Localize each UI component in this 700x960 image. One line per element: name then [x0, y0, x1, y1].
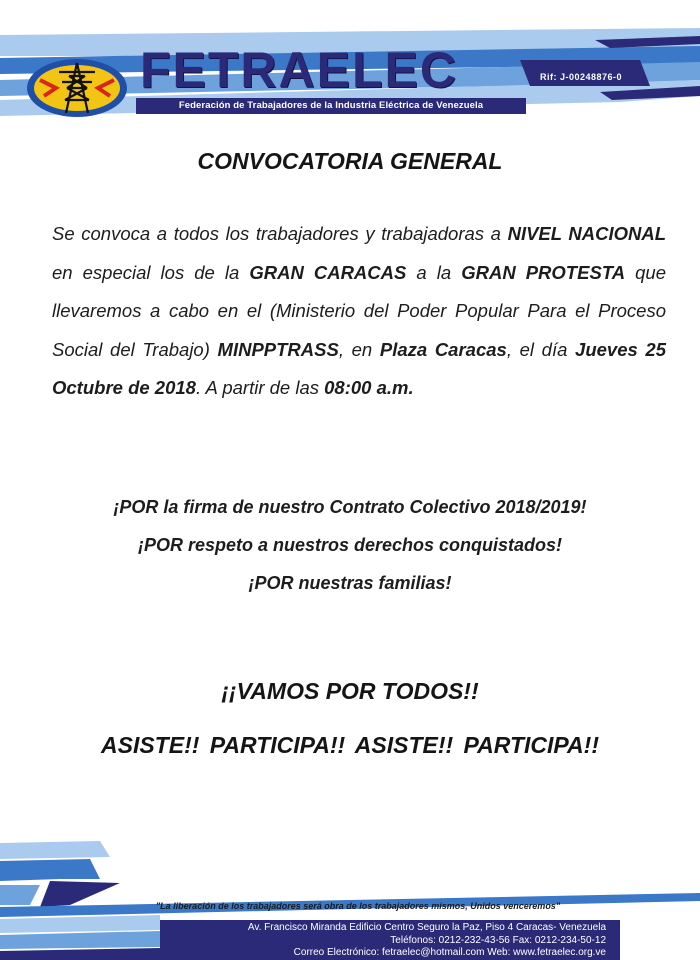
- footer-address: Av. Francisco Miranda Edificio Centro Seguro la Paz, Piso 4 Caracas- Venezuela: [247, 922, 606, 933]
- slogan-line: ¡POR la firma de nuestro Contrato Colectivo 2018/2019!: [113, 497, 587, 517]
- body-text-2: en especial los de la: [52, 261, 250, 283]
- slogan-line: ¡POR respeto a nuestros derechos conquistados!: [137, 535, 563, 555]
- body-text-1: Se convoca a todos los trabajadores y trabajadoras a: [52, 223, 508, 244]
- rally-cry-heading: ¡¡VAMOS POR TODOS!!: [221, 678, 479, 704]
- footer-email: Correo Electrónico: fetraelec@hotmail.com Web: www.fetraelec.org.ve: [293, 947, 606, 958]
- body-bold-1: NIVEL NACIONAL: [507, 223, 666, 244]
- rif-number: Rif: J-00248876-0: [540, 72, 623, 82]
- footer-contact-block: [160, 920, 620, 960]
- body-bold-5: Plaza Caracas: [379, 338, 507, 360]
- page-title: CONVOCATORIA GENERAL: [197, 148, 503, 174]
- body-text-3: a la: [406, 261, 462, 283]
- body-bold-7: 08:00 a.m.: [324, 377, 414, 399]
- body-text-5: , en: [338, 338, 380, 360]
- participation-call: ASISTE!! PARTICIPA!! ASISTE!! PARTICIPA!!: [101, 732, 599, 758]
- electric-tower-emblem-icon: [26, 58, 128, 118]
- body-text-4: que llevaremos a cabo en el (Ministerio del Poder Popular Para el Proceso Social del Trabajo): [52, 261, 667, 360]
- footer-phones: Teléfonos: 0212-232-43-56 Fax: 0212-234-50-12: [390, 934, 606, 946]
- brand-wordmark: FETRAELEC: [140, 42, 458, 98]
- letterhead-header: [0, 0, 700, 135]
- body-bold-3: GRAN PROTESTA: [461, 261, 626, 283]
- footer-motto: "La liberación de los trabajadores será obra de los trabajadores mismos, Unidos venceremos": [155, 901, 561, 911]
- body-bold-6: Jueves 25 Octubre de 2018: [52, 338, 667, 399]
- body-text-7: . A partir de las: [195, 377, 325, 399]
- federation-name: Federación de Trabajadores de la Industria Eléctrica de Venezuela: [136, 98, 526, 114]
- slogans-list: [0, 488, 700, 602]
- body-bold-4: MINPPTRASS: [217, 338, 339, 360]
- slogan-line: ¡POR nuestras familias!: [248, 573, 452, 593]
- letterhead-footer: [0, 835, 700, 960]
- body-bold-2: GRAN CARACAS: [249, 261, 407, 283]
- body-text-6: , el día: [506, 338, 576, 360]
- announcement-paragraph: [52, 215, 666, 408]
